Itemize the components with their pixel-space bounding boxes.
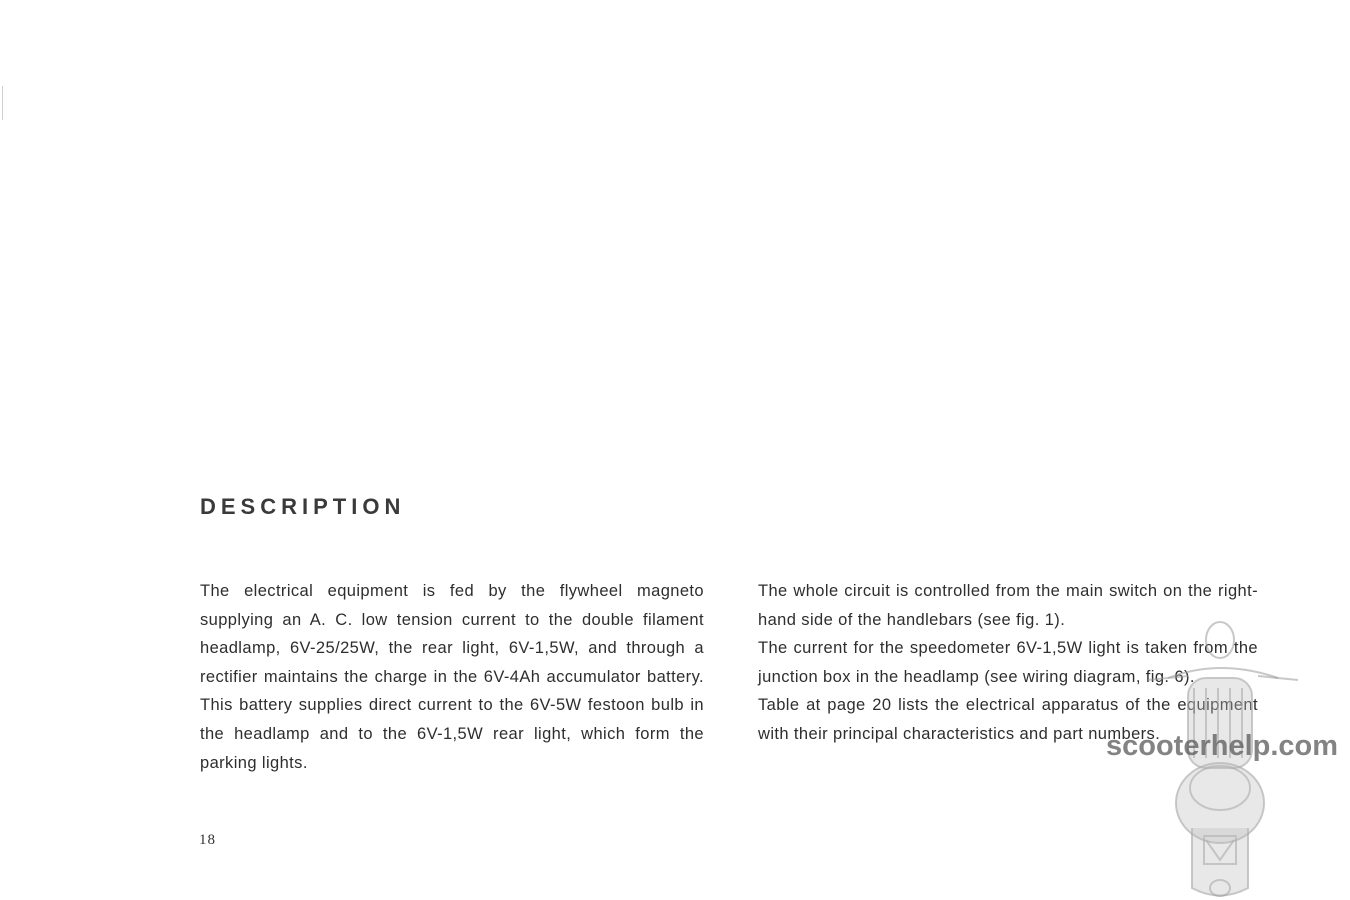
description-left-column: The electrical equipment is fed by the flywheel magneto supplying an A. C. low tension current to the double filament headlamp, 6V-25/25W, the rear light, 6V-1,5W, and through a rectifier maintains the charge in the 6V-4Ah accumulator battery. This battery supplies direct current to the 6V-5W festoon bulb in the headlamp and to the 6V-1,5W rear light, which form the parking lights. xyxy=(200,582,704,772)
paragraph-main-switch: The whole circuit is controlled from the main switch on the right-hand side of the handlebars (see fig. 1). xyxy=(758,582,1258,629)
paragraph-table-reference: Table at page 20 lists the electrical apparatus of the equipment with their principal characteristics and part numbers. xyxy=(758,696,1258,743)
page-number: 18 xyxy=(199,832,216,848)
paragraph-speedometer-light: The current for the speedometer 6V-1,5W light is taken from the junction box in the headlamp (see wiring diagram, fig. 6). xyxy=(758,639,1258,686)
scan-artifact xyxy=(2,86,3,120)
watermark-text: scooterhelp.com xyxy=(1106,730,1339,762)
page-title: DESCRIPTION xyxy=(200,494,406,519)
